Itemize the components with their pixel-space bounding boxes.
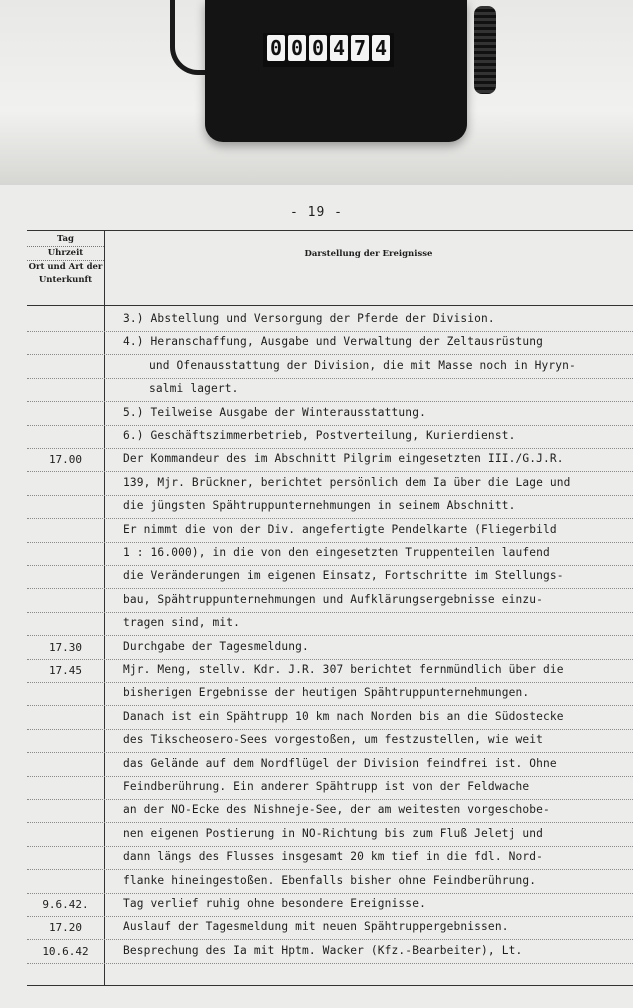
photo-area <box>0 0 633 185</box>
log-row <box>27 682 633 706</box>
header-uhrzeit: Uhrzeit <box>27 247 104 261</box>
row-time: 17.30 <box>48 640 83 654</box>
counter-digit: 0 <box>309 35 327 61</box>
row-text: Besprechung des Ia mit Hptm. Wacker (Kfz.-Bearbeiter), Lt. <box>123 943 523 957</box>
log-row <box>27 870 633 894</box>
row-text: Danach ist ein Spähtrupp 10 km nach Norden bis an die Südostecke <box>123 709 564 723</box>
log-row <box>27 472 633 496</box>
counter-device <box>205 0 467 142</box>
row-text: 3.) Abstellung und Versorgung der Pferde der Division. <box>123 312 495 325</box>
log-row <box>27 355 633 379</box>
log-row <box>27 448 633 472</box>
row-time: 17.20 <box>48 921 83 935</box>
header-tag: Tag <box>27 233 104 247</box>
header-right-column: Darstellung der Ereignisse <box>304 249 433 259</box>
log-row <box>27 308 633 332</box>
row-text: Feindberührung. Ein anderer Spähtrupp ist von der Feldwache <box>123 780 530 793</box>
counter-digit: 0 <box>267 35 285 61</box>
bottom-rule <box>27 985 633 986</box>
counter-digit: 7 <box>351 35 369 61</box>
document-page <box>0 185 633 1008</box>
log-row <box>27 519 633 543</box>
log-row <box>27 729 633 753</box>
counter-knob <box>474 6 496 94</box>
log-row <box>27 893 633 917</box>
row-text: Mjr. Meng, stellv. Kdr. J.R. 307 berichtet fernmündlich über die <box>123 663 564 676</box>
row-text: bisherigen Ergebnisse der heutigen Spähtruppunternehmungen. <box>123 686 530 700</box>
log-row <box>27 776 633 800</box>
row-text: die jüngsten Spähtruppunternehmungen in seinem Abschnitt. <box>123 499 516 513</box>
log-row <box>27 940 633 964</box>
row-text: bau, Spähtruppunternehmungen und Aufklärungsergebnisse einzu- <box>123 592 544 606</box>
row-text: flanke hineingestoßen. Ebenfalls bisher ohne Feindberührung. <box>123 873 537 887</box>
log-row <box>27 331 633 355</box>
log-row <box>27 612 633 636</box>
header-unterkunft: Unterkunft <box>38 275 93 285</box>
row-text: Der Kommandeur des im Abschnitt Pilgrim eingesetzten III./G.J.R. <box>123 452 564 466</box>
row-text: Durchgabe der Tagesmeldung. <box>123 639 309 653</box>
header-left-column <box>27 233 104 287</box>
log-row <box>27 659 633 683</box>
header-rule <box>27 305 633 306</box>
row-text: 139, Mjr. Brückner, berichtet persönlich dem Ia über die Lage und <box>123 475 571 489</box>
log-row <box>27 823 633 847</box>
log-row <box>27 706 633 730</box>
row-text: 4.) Heranschaffung, Ausgabe und Verwaltung der Zeltausrüstung <box>123 335 544 349</box>
log-row <box>27 565 633 589</box>
row-text: Auslauf der Tagesmeldung mit neuen Spähtruppergebnissen. <box>123 920 509 934</box>
row-text: dann längs des Flusses insgesamt 20 km tief in die fdl. Nord- <box>123 850 544 864</box>
row-text: an der NO-Ecke des Nishneje-See, der am weitesten vorgeschobe- <box>123 803 550 817</box>
log-row <box>27 916 633 940</box>
log-row <box>27 589 633 613</box>
log-row <box>27 753 633 777</box>
row-text: 5.) Teilweise Ausgabe der Winterausstattung. <box>123 405 426 419</box>
log-row <box>27 402 633 426</box>
log-row <box>27 846 633 870</box>
log-row <box>27 495 633 519</box>
log-row <box>27 378 633 402</box>
row-text: und Ofenausstattung der Division, die mit Masse noch in Hyryn- <box>149 358 576 372</box>
row-text: das Gelände auf dem Nordflügel der Division feindfrei ist. Ohne <box>123 756 557 770</box>
row-time: 17.45 <box>48 664 83 677</box>
header-ort: Ort und Art der <box>28 262 103 272</box>
counter-digit: 0 <box>288 35 306 61</box>
counter-display <box>263 33 394 67</box>
row-text: tragen sind, mit. <box>123 616 241 630</box>
log-row <box>27 542 633 566</box>
counter-digit: 4 <box>372 35 390 61</box>
row-text: salmi lagert. <box>149 382 239 396</box>
log-row <box>27 636 633 660</box>
row-time: 9.6.42. <box>42 898 89 911</box>
row-text: 1 : 16.000), in die von den eingesetzten Truppenteilen laufend <box>123 546 550 559</box>
row-text: des Tikscheosero-Sees vorgestoßen, um festzustellen, wie weit <box>123 733 544 747</box>
log-row <box>27 425 633 449</box>
row-time: 10.6.42 <box>42 944 89 958</box>
row-text: 6.) Geschäftszimmerbetrieb, Postverteilung, Kurierdienst. <box>123 429 516 442</box>
row-text: die Veränderungen im eigenen Einsatz, Fortschritte im Stellungs- <box>123 569 564 583</box>
row-text: nen eigenen Postierung in NO-Richtung bis zum Fluß Jeletj und <box>123 826 544 840</box>
row-time: 17.00 <box>48 453 83 467</box>
counter-digit: 4 <box>330 35 348 61</box>
row-text: Tag verlief ruhig ohne besondere Ereignisse. <box>123 897 426 910</box>
log-row <box>27 799 633 823</box>
row-text: Er nimmt die von der Div. angefertigte Pendelkarte (Fliegerbild <box>123 522 557 536</box>
page-number: - 19 - <box>290 205 343 220</box>
